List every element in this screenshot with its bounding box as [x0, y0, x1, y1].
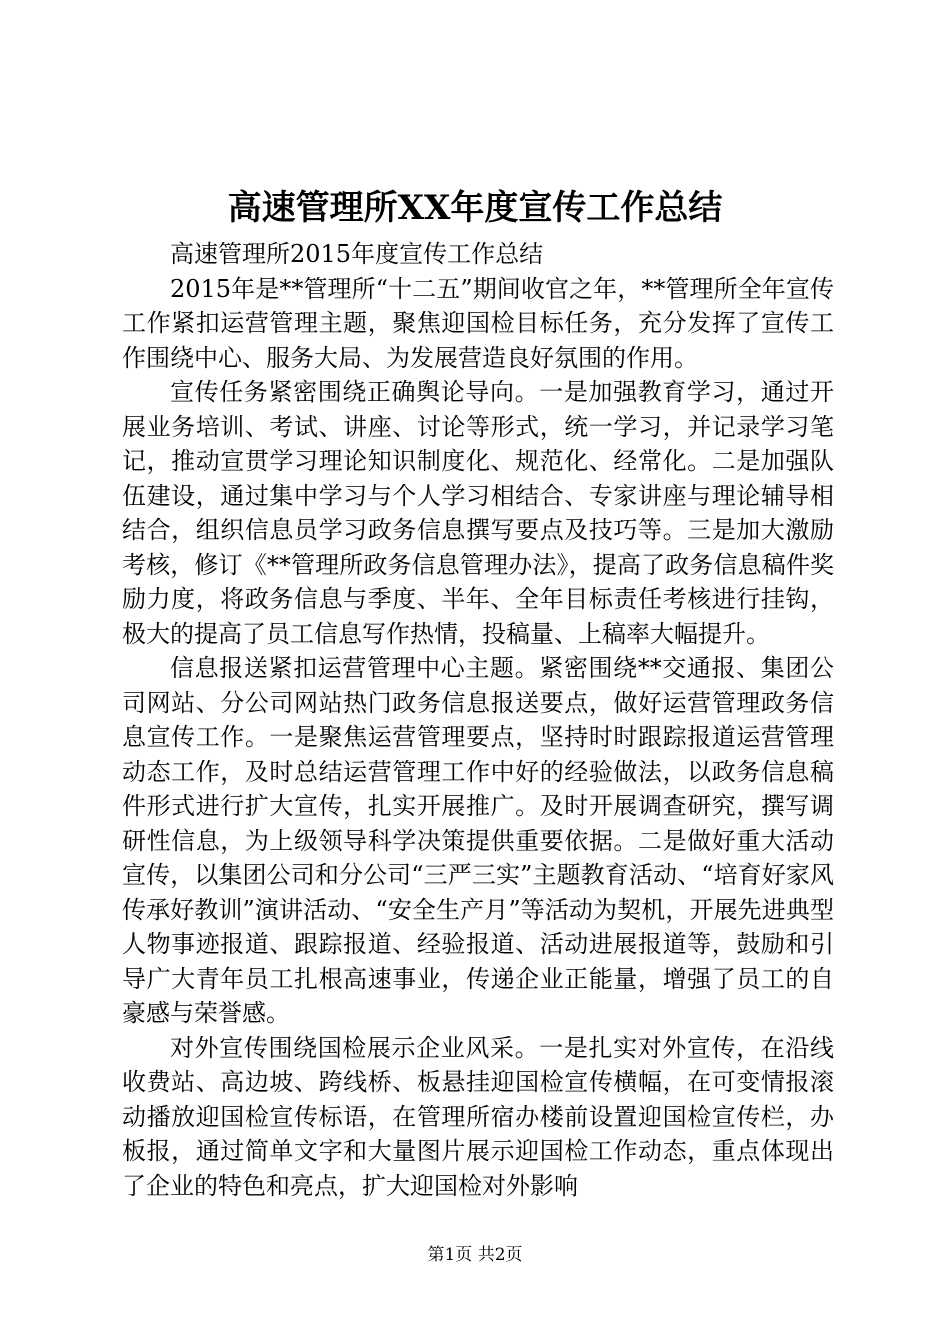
paragraph-information-reporting: 信息报送紧扣运营管理中心主题。紧密围绕**交通报、集团公司网站、分公司网站热门政务信息报送要点，做好运营管理政务信息宣传工作。一是聚焦运营管理要点，坚持时时跟踪报道运营管理动态工作，及时总结运营管理工作中好的经验做法，以政务信息稿件形式进行扩大宣传，扎实开展推广。及时开展调查研究，撰写调研性信息，为上级领导科学决策提供重要依据。二是做好重大活动宣传，以集团公司和分公司“三严三实”主题教育活动、“培育好家风传承好教训”演讲活动、“安全生产月”等活动为契机，开展先进典型人物事迹报道、跟踪报道、经验报道、活动进展报道等，鼓励和引导广大青年员工扎根高速事业，传递企业正能量，增强了员工的自豪感与荣誉感。 [122, 654, 834, 1027]
document-body [122, 237, 834, 1203]
paragraph-intro: 2015年是**管理所“十二五”期间收官之年，**管理所全年宣传工作紧扣运营管理主题，聚焦迎国检目标任务，充分发挥了宣传工作围绕中心、服务大局、为发展营造良好氛围的作用。 [122, 274, 834, 372]
paragraph-external-publicity: 对外宣传围绕国检展示企业风采。一是扎实对外宣传，在沿线收费站、高边坡、跨线桥、板悬挂迎国检宣传横幅，在可变情报滚动播放迎国检宣传标语，在管理所宿办楼前设置迎国检宣传栏，办板报，通过简单文字和大量图片展示迎国检工作动态，重点体现出了企业的特色和亮点，扩大迎国检对外影响 [122, 1033, 834, 1200]
document-title: 高速管理所XX年度宣传工作总结 [227, 188, 723, 228]
paragraph-subtitle: 高速管理所2015年度宣传工作总结 [170, 240, 544, 268]
paragraph-publicity-tasks: 宣传任务紧密围绕正确舆论导向。一是加强教育学习，通过开展业务培训、考试、讲座、讨论等形式，统一学习，并记录学习笔记，推动宣贯学习理论知识制度化、规范化、经常化。二是加强队伍建设，通过集中学习与个人学习相结合、专家讲座与理论辅导相结合，组织信息员学习政务信息撰写要点及技巧等。三是加大激励考核，修订《**管理所政务信息管理办法》，提高了政务信息稿件奖励力度，将政务信息与季度、半年、全年目标责任考核进行挂钩，极大的提高了员工信息写作热情，投稿量、上稿率大幅提升。 [122, 378, 834, 648]
page-footer: 第1页 共2页 [427, 1245, 523, 1265]
